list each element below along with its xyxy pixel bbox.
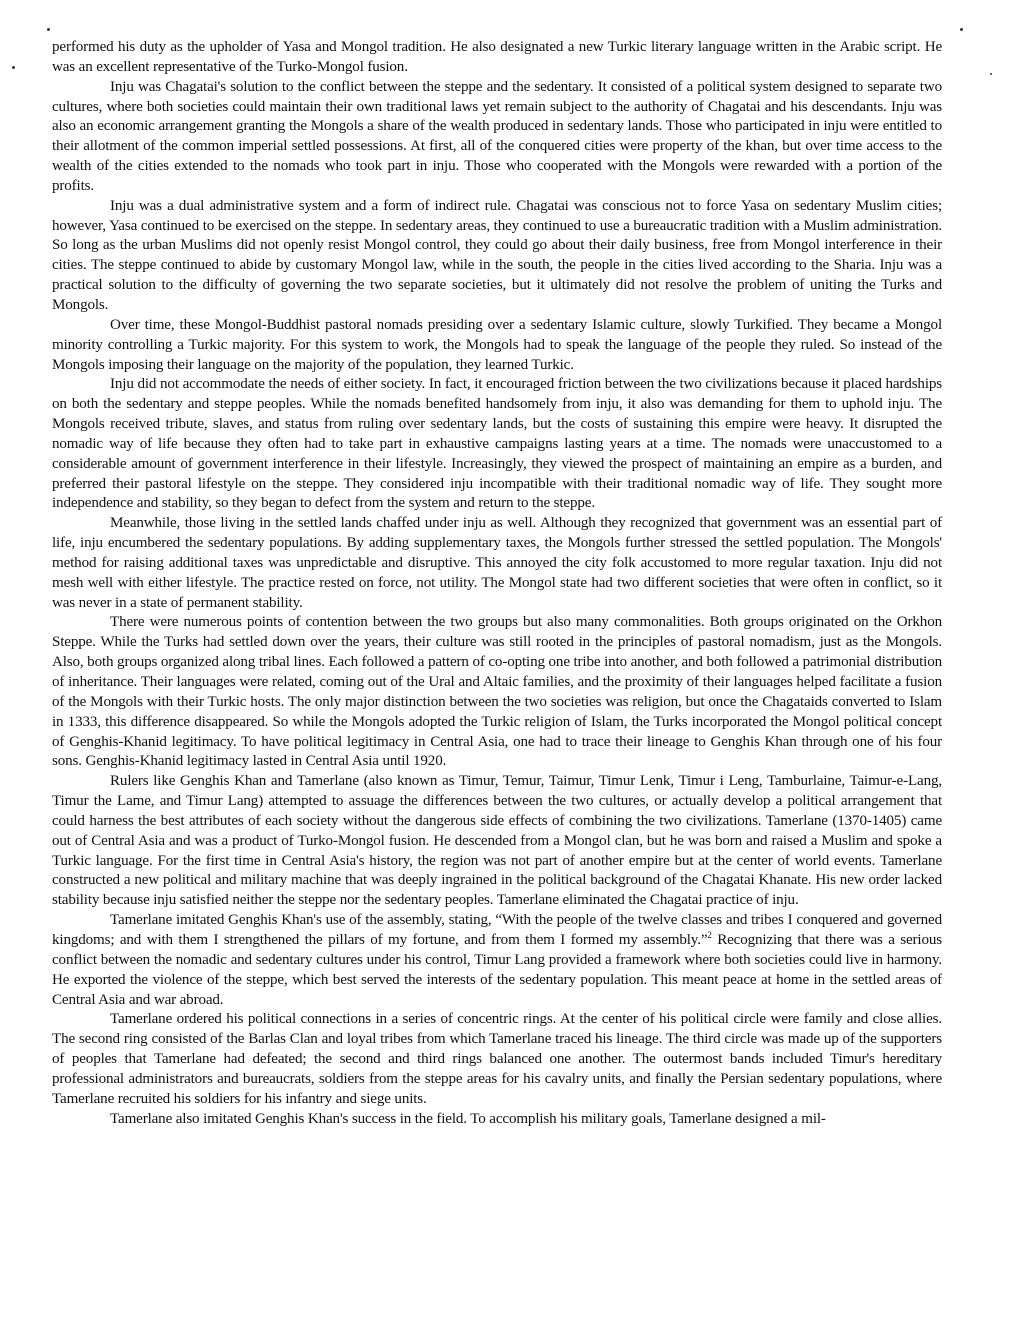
scan-speck — [990, 73, 992, 75]
paragraph-5: Inju did not accommodate the needs of either society. In fact, it encouraged friction between the two civilizations because it placed hardships on both the sedentary and steppe peoples. While the nomads benefited handsomely from inju, it also was demanding for them to uphold inju. The Mongols received tribute, slaves, and status from ruling over sedentary lands, but the costs of sustaining this empire were heavy. It disrupted the nomadic way of life because they often had to take part in exhaustive campaigns lasting years at a time. The nomads were unaccustomed to a considerable amount of government interference in their lifestyle. Increasingly, they viewed the prospect of maintaining an empire as a burden, and preferred their pastoral lifestyle on the steppe. They considered inju incompatible with their traditional nomadic way of life. They sought more independence and stability, so they began to defect from the system and return to the steppe. — [52, 376, 942, 512]
assembly-quote: Tamerlane imitated Genghis Khan's use of the assembly, stating, “With the people of the twelve classes and tribes I conquered and governed kingdoms; and with them I strengthened the pillars of my fortune, and from them I formed my assembly.” — [52, 912, 942, 948]
scan-speck — [47, 28, 50, 31]
paragraph-9 — [52, 911, 942, 1010]
scan-speck — [960, 28, 963, 31]
paragraph-6: Meanwhile, those living in the settled lands chaffed under inju as well. Although they recognized that government was an essential part of life, inju encumbered the sedentary populations. By adding supplementary taxes, the Mongols further stressed the settled population. The Mongols' method for raising additional taxes was unpredictable and disruptive. This annoyed the city folk accustomed to more regular taxation. Inju did not mesh well with either lifestyle. The practice rested on force, not utility. The Mongol state had two different societies that were often in conflict, so it was never in a state of permanent stability. — [52, 515, 942, 611]
paragraph-3: Inju was a dual administrative system and a form of indirect rule. Chagatai was conscious not to force Yasa on sedentary Muslim cities; however, Yasa continued to be exercised on the steppe. In sedentary areas, they continued to use a bureaucratic tradition with a Muslim administration. So long as the urban Muslims did not openly resist Mongol control, they could go about their daily business, free from Mongol interference in their cities. The steppe continued to abide by customary Mongol law, while in the south, the people in the cities lived according to the Sharia. Inju was a practical solution to the difficulty of governing the two separate societies, but it ultimately did not resolve the problem of uniting the Turks and Mongols. — [52, 197, 942, 313]
paragraph-7: There were numerous points of contention between the two groups but also many commonalities. Both groups originated on the Orkhon Steppe. While the Turks had settled down over the years, their culture was still rooted in the principles of pastoral nomadism, just as the Mongols. Also, both groups organized along tribal lines. Each followed a pattern of co-opting one tribe into another, and both followed a patrimonial distribution of inheritance. Their languages were related, coming out of the Ural and Altaic families, and the proximity of their languages helped facilitate a fusion of the Mongols with their Turkic hosts. The only major distinction between the two societies was religion, but once the Chagataids converted to Islam in 1333, this difference disappeared. So while the Mongols adopted the Turkic religion of Islam, the Turks incorporated the Mongol political concept of Genghis-Khanid legitimacy. To have political legitimacy in Central Asia, one had to trace their lineage to Genghis Khan through one of his four sons. Genghis-Khanid legitimacy lasted in Central Asia until 1920. — [52, 614, 942, 770]
paragraph-11: Tamerlane also imitated Genghis Khan's success in the field. To accomplish his military goals, Tamerlane designed a mil- — [110, 1110, 826, 1127]
paragraph-10: Tamerlane ordered his political connections in a series of concentric rings. At the center of his political circle were family and close allies. The second ring consisted of the Barlas Clan and loyal tribes from which Tamerlane traced his lineage. The third circle was made up of the supporters of peoples that Tamerlane had defeated; the second and third rings balanced one another. The outermost bands included Timur's hereditary professional administrators and bureaucrats, soldiers from the steppe areas for his cavalry units, and finally the Persian sedentary populations, where Tamerlane recruited his soldiers for his infantry and siege units. — [52, 1011, 942, 1107]
paragraph-1: performed his duty as the upholder of Yasa and Mongol tradition. He also designated a new Turkic literary language written in the Arabic script. He was an excellent representative of the Turko-Mongol fusion. — [52, 39, 942, 75]
paragraph-9-continued: Recognizing that there was a serious conflict between the nomadic and sedentary cultures under his control, Timur Lang provided a framework where both societies could live in harmony. He exported the violence of the steppe, which best served the interests of the sedentary population. This meant peace at home in the settled areas of Central Asia and war abroad. — [52, 931, 942, 1008]
paragraph-8: Rulers like Genghis Khan and Tamerlane (also known as Timur, Temur, Taimur, Timur Lenk, Timur i Leng, Tamburlaine, Taimur-e-Lang, Timur the Lame, and Timur Lang) attempted to assuage the differences between the two cultures, or actually develop a political arrangement that could harness the best attributes of each society without the dangerous side effects of combining the two civilizations. Tamerlane (1370-1405) came out of Central Asia and was a product of Turko-Mongol fusion. He descended from a Mongol clan, but he was born and raised a Muslim and spoke a Turkic language. For the first time in Central Asia's history, the region was not part of another empire but at the center of world events. Tamerlane constructed a new political and military machine that was deeply ingrained in the political background of the Chagatai Khanate. His new order lacked stability because inju satisfied neither the steppe nor the sedentary peoples. Tamerlane eliminated the Chagatai practice of inju. — [52, 773, 942, 909]
paragraph-2: Inju was Chagatai's solution to the conflict between the steppe and the sedentary. It consisted of a political system designed to separate two cultures, where both societies could maintain their own traditional laws yet remain subject to the authority of Chagatai and his descendants. Inju was also an economic arrangement granting the Mongols a share of the wealth produced in sedentary lands. Those who participated in inju were entitled to their allotment of the common imperial settled possessions. At first, all of the conquered cities were property of the khan, but over time access to the wealth of the cities extended to the nomads who took part in inju. Those who cooperated with the Mongols were rewarded with a portion of the profits. — [52, 78, 942, 194]
scan-speck — [12, 66, 15, 69]
footnote-mark: 2 — [707, 929, 712, 940]
paragraph-4: Over time, these Mongol-Buddhist pastoral nomads presiding over a sedentary Islamic culture, slowly Turkified. They became a Mongol minority controlling a Turkic majority. For this system to work, the Mongols had to speak the language of the people they ruled. So instead of the Mongols imposing their language on the majority of the population, they learned Turkic. — [52, 316, 942, 373]
document-page — [52, 38, 942, 1129]
